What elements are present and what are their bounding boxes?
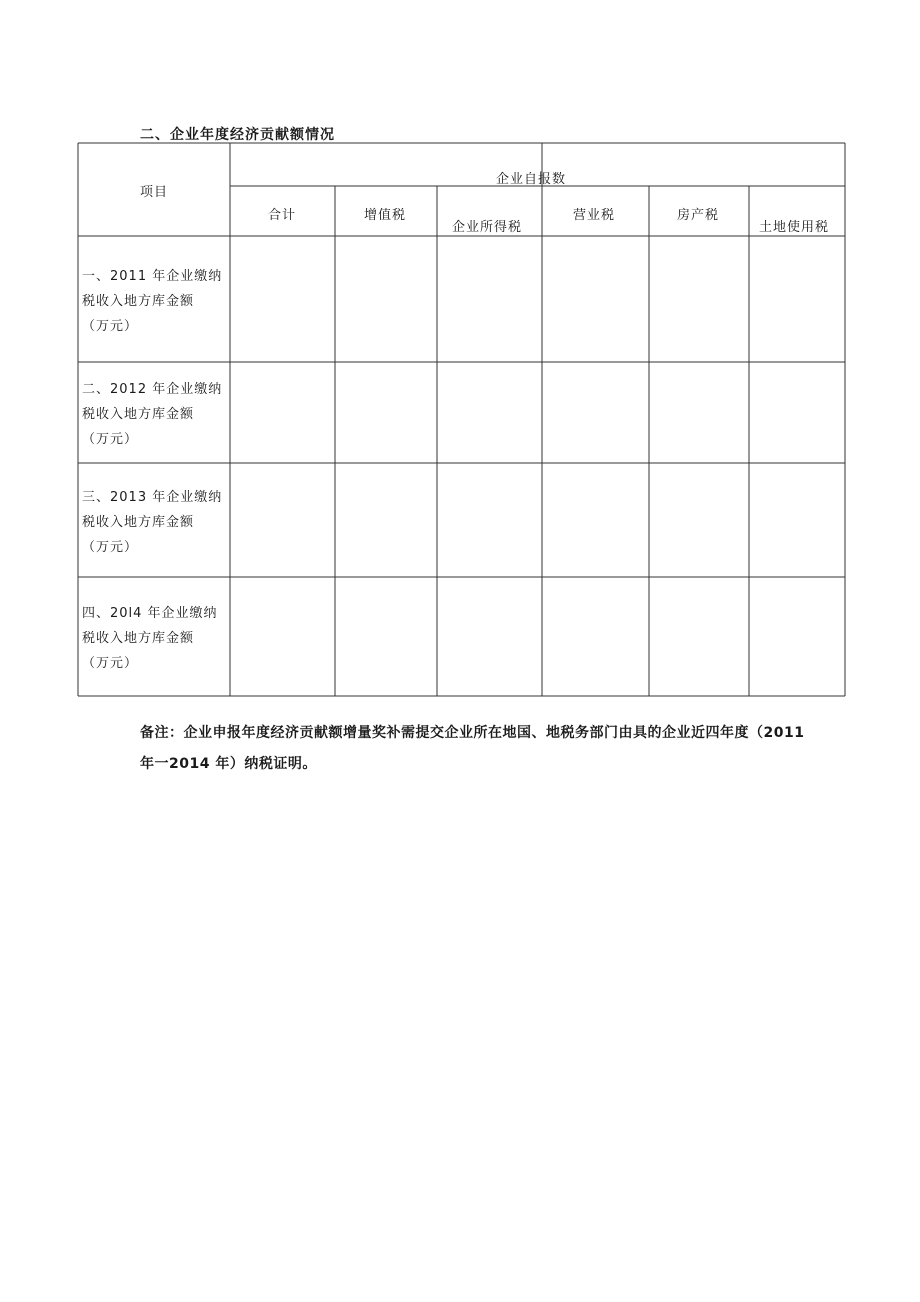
row-label-line: 税收入地方库金额: [82, 407, 195, 422]
column-header-vat: 增值税: [364, 208, 407, 223]
row-label-line: （万元）: [82, 432, 139, 447]
column-header-land-use-tax: 土地使用税: [759, 220, 830, 235]
row-label-2011: [82, 264, 230, 339]
row-label-line: 四、20l4 年企业缴纳: [82, 606, 218, 621]
row-label-line: 税收入地方库金额: [82, 294, 195, 309]
row-label-line: 二、2012 年企业缴纳: [82, 382, 223, 397]
row-label-line: 三、2013 年企业缴纳: [82, 490, 223, 505]
group-header: 企业自报数: [496, 172, 567, 187]
row-label-2013: [82, 485, 230, 560]
remark-line-1: 备注：企业申报年度经济贡献额增量奖补需提交企业所在地国、地税务部门由具的企业近四年度（2011: [140, 725, 805, 741]
column-header-business-tax: 营业税: [573, 208, 616, 223]
remark-line-2: 年一2014 年）纳税证明。: [140, 756, 317, 772]
column-header-property-tax: 房产税: [677, 208, 720, 223]
column-header-total: 合计: [268, 208, 297, 223]
row-label-line: （万元）: [82, 319, 139, 334]
row-label-2014: [82, 601, 230, 676]
row-label-line: 税收入地方库金额: [82, 515, 195, 530]
row-label-line: （万元）: [82, 540, 139, 555]
row-label-line: （万元）: [82, 656, 139, 671]
section-title: 二、企业年度经济贡献额情况: [140, 127, 335, 143]
column-header-income-tax: 企业所得税: [452, 220, 523, 235]
item-header: 项目: [140, 185, 169, 200]
remark-note: [140, 718, 845, 780]
row-label-2012: [82, 377, 230, 452]
row-label-line: 一、2011 年企业缴纳: [82, 269, 223, 284]
row-label-line: 税收入地方库金额: [82, 631, 195, 646]
